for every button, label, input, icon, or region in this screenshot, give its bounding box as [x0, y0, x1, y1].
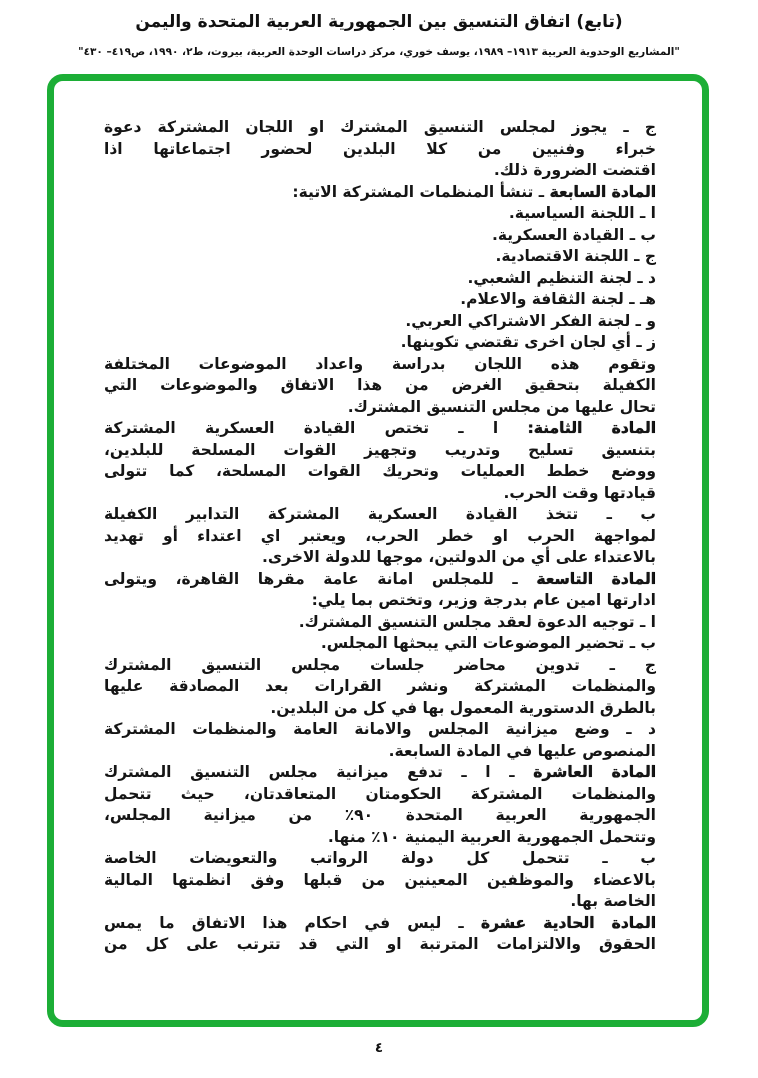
text-segment: بالطرق الدستورية المعمول بها في كل من البلدين.: [270, 698, 656, 717]
text-segment: بالاعضاء والموظفين المعينين من قبلها وفق انظمتها المالية: [104, 870, 656, 889]
text-segment: تحال عليها من مجلس التنسيق المشترك.: [347, 397, 656, 416]
text-line: [104, 934, 656, 956]
text-segment: ج ـ تدوين محاضر جلسات مجلس التنسيق المشترك: [104, 655, 656, 674]
article-heading: المادة الثامنة:: [527, 419, 656, 437]
text-line: [104, 633, 656, 655]
text-line: [104, 805, 656, 827]
text-line: [104, 676, 656, 698]
text-segment: قيادتها وقت الحرب.: [503, 483, 656, 502]
text-line: [104, 569, 656, 591]
text-segment: لمواجهة الحرب او خطر الحرب، ويعتبر اي اعتداء أو تهديد: [104, 526, 656, 545]
text-segment: والمنظمات المشتركة الحكومتان المتعاقدتان، حيث تتحمل: [104, 784, 656, 803]
text-line: [104, 848, 656, 870]
text-line: [104, 117, 656, 139]
text-segment: ا ـ تختص القيادة العسكرية المشتركة: [104, 419, 528, 437]
article-heading: المادة العاشرة: [533, 763, 656, 781]
page-title: (تابع) اتفاق التنسيق بين الجمهورية العربية المتحدة واليمن: [135, 12, 623, 32]
text-line: [104, 719, 656, 741]
text-line: [104, 225, 656, 247]
text-line: [104, 203, 656, 225]
text-line: [104, 655, 656, 677]
text-segment: بتنسيق تسليح وتدريب وتجهيز القوات المسلحة للبلدين،: [104, 440, 656, 459]
text-line: [104, 289, 656, 311]
text-segment: ب ـ تتخذ القيادة العسكرية المشتركة التدابير الكفيلة: [104, 505, 656, 523]
text-line: [104, 268, 656, 290]
article-heading: المادة الحادية عشرة: [480, 913, 656, 932]
text-segment: ا ـ اللجنة السياسية.: [508, 204, 656, 222]
text-segment: الحقوق والالتزامات المترتبة او التي قد تترتب على كل من: [104, 935, 656, 953]
text-line: [104, 182, 656, 204]
text-line: [104, 375, 656, 397]
text-segment: ـ للمجلس امانة عامة مقرها القاهرة، ويتولى: [104, 569, 537, 588]
text-line: [104, 440, 656, 462]
text-segment: ـ ليس في احكام هذا الاتفاق ما يمس: [104, 913, 481, 932]
text-line: [104, 590, 656, 612]
text-segment: الجمهورية العربية المتحدة ٩٠٪ من ميزانية المجلس،: [104, 806, 656, 824]
text-segment: هـ ـ لجنة الثقافة والاعلام.: [460, 290, 656, 308]
text-segment: ب ـ تحضير الموضوعات التي يبحثها المجلس.: [320, 634, 656, 652]
text-segment: الكفيلة بتحقيق الغرض من هذا الاتفاق والموضوعات التي: [104, 376, 656, 394]
text-line: [104, 762, 656, 784]
text-line: [104, 741, 656, 763]
text-line: [104, 246, 656, 268]
text-line: [104, 612, 656, 634]
text-line: [104, 870, 656, 892]
text-segment: ـ تنشأ المنظمات المشتركة الاتية:: [292, 182, 550, 201]
text-segment: ا ـ توجيه الدعوة لعقد مجلس التنسيق المشترك.: [298, 612, 656, 631]
text-line: [104, 891, 656, 913]
source-citation: "المشاريع الوحدوية العربية ١٩١٣– ١٩٨٩، يوسف خوري، مركز دراسات الوحدة العربية، بيروت، ط٢، ١٩٩٠، ص٤١٩– ٤٣٠": [78, 46, 680, 58]
text-segment: اقتضت الضرورة ذلك.: [493, 161, 656, 179]
text-line: [104, 504, 656, 526]
text-segment: بالاعتداء على أي من الدولتين، موجها للدولة الاخرى.: [261, 548, 656, 566]
text-line: [104, 913, 656, 935]
text-line: [104, 547, 656, 569]
text-line: [104, 784, 656, 806]
article-heading: المادة التاسعة: [536, 569, 656, 588]
text-segment: ج ـ يجوز لمجلس التنسيق المشترك او اللجان المشتركة دعوة: [104, 118, 656, 136]
text-segment: د ـ وضع ميزانية المجلس والامانة العامة والمنظمات المشتركة: [104, 720, 656, 738]
text-segment: وتتحمل الجمهورية العربية اليمنية ١٠٪ منها.: [327, 827, 656, 846]
text-line: [104, 354, 656, 376]
text-segment: ج ـ اللجنة الاقتصادية.: [495, 247, 656, 265]
text-segment: خبراء وفنيين من كلا البلدين لحضور اجتماعاتها اذا: [104, 139, 656, 158]
text-line: [104, 332, 656, 354]
text-segment: ادارتها امين عام بدرجة وزير، وتختص بما يلي:: [311, 591, 656, 609]
text-segment: د ـ لجنة التنظيم الشعبي.: [467, 268, 656, 287]
text-line: [104, 160, 656, 182]
document-body: [104, 117, 656, 956]
text-segment: ب ـ تتحمل كل دولة الرواتب والتعويضات الخاصة: [104, 849, 656, 867]
text-line: [104, 483, 656, 505]
text-segment: ب ـ القيادة العسكرية.: [491, 225, 656, 244]
text-segment: ووضع خطط العمليات وتحريك القوات المسلحة، كما تتولى: [104, 462, 656, 480]
text-line: [104, 397, 656, 419]
text-segment: ـ ا ـ تدفع ميزانية مجلس التنسيق المشترك: [104, 763, 534, 781]
document-frame: [47, 74, 709, 1027]
text-line: [104, 698, 656, 720]
article-heading: المادة السابعة: [549, 182, 656, 201]
page-number: ٤: [374, 1040, 384, 1056]
text-line: [104, 418, 656, 440]
text-segment: والمنظمات المشتركة ونشر القرارات بعد المصادقة عليها: [104, 677, 656, 695]
text-line: [104, 461, 656, 483]
text-line: [104, 827, 656, 849]
text-segment: المنصوص عليها في المادة السابعة.: [388, 741, 656, 760]
text-line: [104, 139, 656, 161]
text-segment: الخاصة بها.: [570, 892, 656, 910]
text-segment: ز ـ أي لجان اخرى تقتضي تكوينها.: [400, 333, 656, 351]
text-segment: وتقوم هذه اللجان بدراسة واعداد الموضوعات المختلفة: [104, 354, 656, 373]
text-segment: و ـ لجنة الفكر الاشتراكي العربي.: [405, 311, 656, 330]
text-line: [104, 311, 656, 333]
text-line: [104, 526, 656, 548]
